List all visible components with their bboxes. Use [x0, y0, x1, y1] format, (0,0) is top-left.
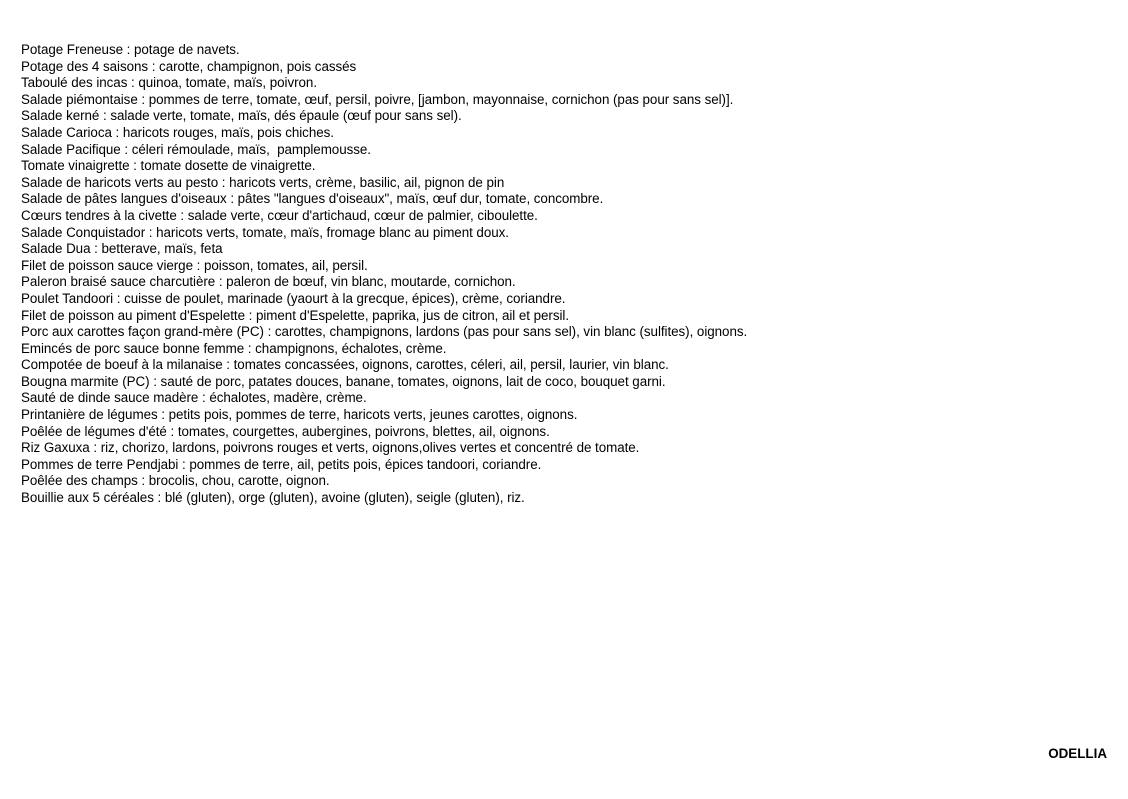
dish-line-haricots-pesto: Salade de haricots verts au pesto : haricots verts, crème, basilic, ail, pignon de pin: [21, 174, 505, 190]
dish-line-salade-pacifique: Salade Pacifique : céleri rémoulade, maïs, pamplemousse.: [21, 141, 371, 157]
dish-line-salade-conquistador: Salade Conquistador : haricots verts, tomate, maïs, fromage blanc au piment doux.: [21, 224, 509, 240]
dish-line-potage-freneuse: Potage Freneuse : potage de navets.: [21, 42, 240, 57]
brand-footer: ODELLIA: [1048, 746, 1107, 761]
dish-line-taboule-incas: Taboulé des incas : quinoa, tomate, maïs, poivron.: [21, 75, 317, 91]
dish-line-salade-dua: Salade Dua : betterave, maïs, feta: [21, 241, 223, 257]
dish-line-poelee-ete: Poêlée de légumes d'été : tomates, courgettes, aubergines, poivrons, blettes, ail, oignons.: [21, 423, 550, 439]
dish-line-pommes-pendjabi: Pommes de terre Pendjabi : pommes de terre, ail, petits pois, épices tandoori, coriandre.: [21, 456, 542, 472]
dish-ingredient-list: [21, 42, 747, 507]
dish-line-coeurs-tendres: Cœurs tendres à la civette : salade verte, cœur d'artichaud, cœur de palmier, ciboulette.: [21, 207, 538, 223]
dish-line-salade-kerne: Salade kerné : salade verte, tomate, maïs, dés épaule (œuf pour sans sel).: [21, 108, 462, 124]
dish-line-saute-dinde: Sauté de dinde sauce madère : échalotes, madère, crème.: [21, 390, 367, 406]
dish-line-poisson-espelette: Filet de poisson au piment d'Espelette : piment d'Espelette, paprika, jus de citron, ail et persil.: [21, 307, 569, 323]
dish-line-compotee-boeuf: Compotée de boeuf à la milanaise : tomates concassées, oignons, carottes, céleri, ail, persil, laurier, vin blanc.: [21, 357, 669, 373]
dish-line-poulet-tandoori: Poulet Tandoori : cuisse de poulet, marinade (yaourt à la grecque, épices), crème, coriandre.: [21, 290, 566, 306]
dish-line-riz-gaxuxa: Riz Gaxuxa : riz, chorizo, lardons, poivrons rouges et verts, oignons,olives vertes et concentré de tomate.: [21, 440, 640, 456]
dish-line-emince-porc: Emincés de porc sauce bonne femme : champignons, échalotes, crème.: [21, 340, 447, 356]
dish-line-salade-piemontaise: Salade piémontaise : pommes de terre, tomate, œuf, persil, poivre, [jambon, mayonnaise, cornichon (pas pour sans sel)].: [21, 91, 734, 107]
dish-line-potage-4-saisons: Potage des 4 saisons : carotte, champignon, pois cassés: [21, 58, 357, 74]
dish-line-porc-carottes: Porc aux carottes façon grand-mère (PC) : carottes, champignons, lardons (pas pour sans sel), vin blanc (sulfites), oignons.: [21, 324, 748, 340]
dish-line-pates-langues-oiseaux: Salade de pâtes langues d'oiseaux : pâtes "langues d'oiseaux", maïs, œuf dur, tomate, concombre.: [21, 191, 604, 207]
dish-line-poisson-sauce-vierge: Filet de poisson sauce vierge : poisson, tomates, ail, persil.: [21, 257, 368, 273]
dish-line-printaniere-legumes: Printanière de légumes : petits pois, pommes de terre, haricots verts, jeunes carottes, oignons.: [21, 407, 578, 423]
dish-line-tomate-vinaigrette: Tomate vinaigrette : tomate dosette de vinaigrette.: [21, 158, 316, 174]
dish-line-poelee-champs: Poêlée des champs : brocolis, chou, carotte, oignon.: [21, 473, 330, 489]
dish-line-bouillie-cereales: Bouillie aux 5 céréales : blé (gluten), orge (gluten), avoine (gluten), seigle (gluten), riz.: [21, 490, 525, 506]
dish-line-bougna-marmite: Bougna marmite (PC) : sauté de porc, patates douces, banane, tomates, oignons, lait de coco, bouquet garni.: [21, 373, 666, 389]
dish-line-salade-carioca: Salade Carioca : haricots rouges, maïs, pois chiches.: [21, 124, 334, 140]
dish-line-paleron-braise: Paleron braisé sauce charcutière : paleron de bœuf, vin blanc, moutarde, cornichon.: [21, 274, 516, 290]
